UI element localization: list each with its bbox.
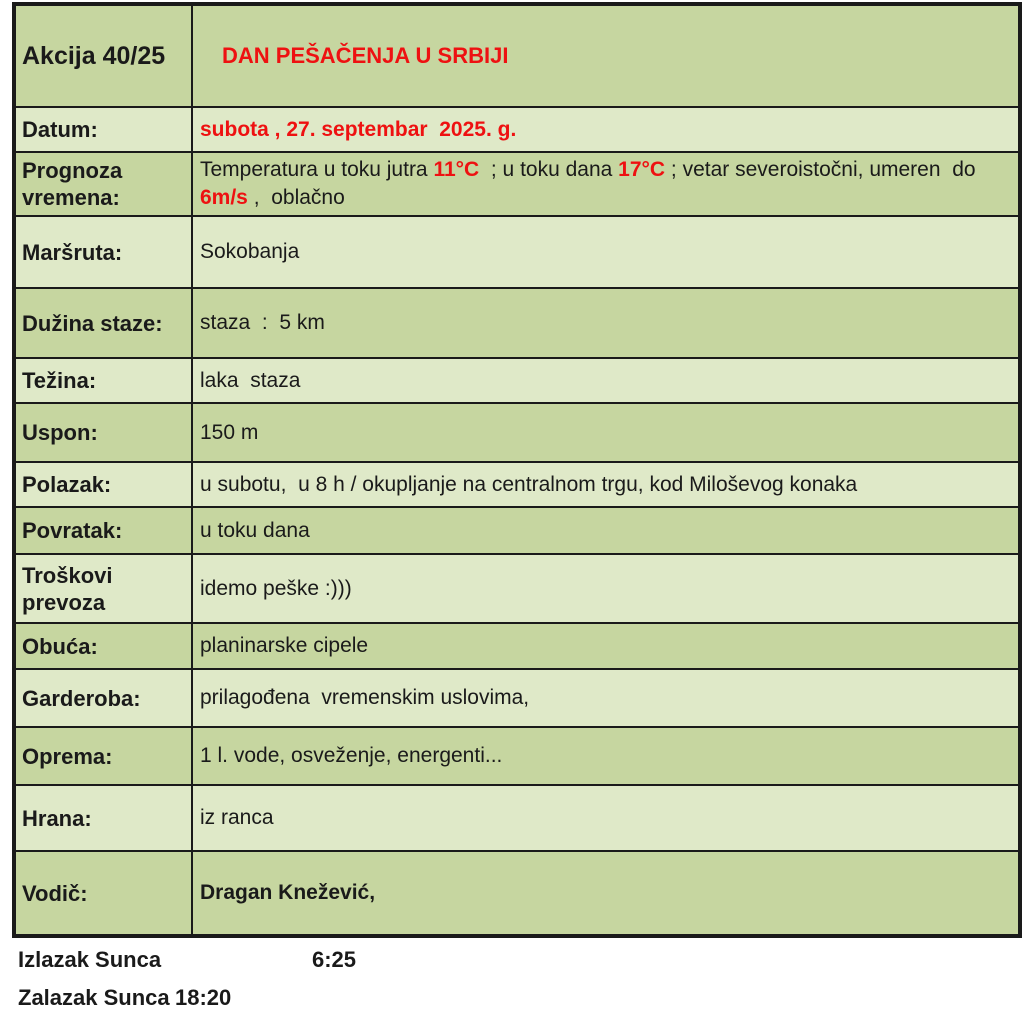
sunset-label: Zalazak Sunca bbox=[18, 985, 170, 1010]
row-prognoza bbox=[16, 153, 1018, 217]
wind-speed: 6m/s bbox=[200, 186, 248, 209]
guide-name: Dragan Knežević, bbox=[200, 881, 376, 904]
departure-info: u subotu, u 8 h / okupljanje na centralnom trgu, kod Miloševog konaka bbox=[200, 472, 858, 496]
row-duzina-staze-label: Dužina staze: bbox=[16, 289, 193, 357]
row-prognoza-label: Prognoza vremena: bbox=[16, 153, 193, 215]
row-uspon-value bbox=[193, 404, 1018, 461]
row-uspon-label: Uspon: bbox=[16, 404, 193, 461]
row-obuca-value bbox=[193, 624, 1018, 668]
row-garderoba-label: Garderoba: bbox=[16, 670, 193, 726]
route: Sokobanja bbox=[200, 240, 300, 263]
clothing: prilagođena vremenskim uslovima, bbox=[200, 686, 530, 709]
sun-times-footer bbox=[18, 944, 357, 1020]
row-tezina-value bbox=[193, 359, 1018, 402]
row-marsruta-label: Maršruta: bbox=[16, 217, 193, 287]
return-info: u toku dana bbox=[200, 518, 310, 542]
row-vodic-value bbox=[193, 852, 1018, 934]
row-tezina-label: Težina: bbox=[16, 359, 193, 402]
row-marsruta bbox=[16, 217, 1018, 289]
row-tezina bbox=[16, 359, 1018, 404]
row-povratak-label: Povratak: bbox=[16, 508, 193, 553]
row-polazak-label: Polazak: bbox=[16, 463, 193, 506]
sunset-line bbox=[18, 982, 232, 1020]
row-garderoba bbox=[16, 670, 1018, 728]
row-garderoba-value bbox=[193, 670, 1018, 726]
food: iz ranca bbox=[200, 806, 274, 829]
row-prognoza-value bbox=[193, 153, 1018, 215]
trail-length: staza : 5 km bbox=[200, 311, 325, 334]
row-datum bbox=[16, 108, 1018, 153]
hike-announcement-table bbox=[12, 2, 1022, 938]
row-troskovi-prevoza-value bbox=[193, 555, 1018, 622]
row-hrana-label: Hrana: bbox=[16, 786, 193, 850]
row-oprema-label: Oprema: bbox=[16, 728, 193, 784]
row-oprema-value bbox=[193, 728, 1018, 784]
event-title: DAN PEŠAČENJA U SRBIJI bbox=[222, 43, 509, 68]
row-polazak-value bbox=[193, 463, 1018, 506]
row-polazak bbox=[16, 463, 1018, 508]
row-hrana-value bbox=[193, 786, 1018, 850]
row-obuca-label: Obuća: bbox=[16, 624, 193, 668]
row-troskovi-prevoza bbox=[16, 555, 1018, 624]
row-troskovi-prevoza-label: Troškovi prevoza bbox=[16, 555, 193, 622]
row-akcija-value bbox=[193, 6, 1018, 106]
sunrise-line bbox=[18, 944, 357, 982]
difficulty: laka staza bbox=[200, 368, 301, 392]
event-date: subota , 27. septembar 2025. g. bbox=[200, 117, 517, 141]
sunrise-label: Izlazak Sunca bbox=[18, 947, 162, 972]
row-akcija-label bbox=[16, 6, 193, 106]
row-duzina-staze-value bbox=[193, 289, 1018, 357]
transport-cost: idemo peške :))) bbox=[200, 576, 352, 600]
day-temperature: 17°C bbox=[618, 158, 666, 181]
row-vodic bbox=[16, 852, 1018, 934]
row-marsruta-value bbox=[193, 217, 1018, 287]
action-number: Akcija 40/25 bbox=[22, 41, 166, 70]
row-datum-label: Datum: bbox=[16, 108, 193, 151]
row-vodic-label: Vodič: bbox=[16, 852, 193, 934]
sunrise-time: 6:25 bbox=[312, 947, 357, 972]
row-oprema bbox=[16, 728, 1018, 786]
row-akcija bbox=[16, 6, 1018, 108]
ascent: 150 m bbox=[200, 420, 259, 444]
row-obuca bbox=[16, 624, 1018, 670]
row-duzina-staze bbox=[16, 289, 1018, 359]
row-hrana bbox=[16, 786, 1018, 852]
sunset-time: 18:20 bbox=[175, 985, 232, 1010]
morning-temperature: 11°C bbox=[433, 158, 480, 181]
row-povratak bbox=[16, 508, 1018, 555]
equipment: 1 l. vode, osveženje, energenti... bbox=[200, 744, 503, 767]
footwear: planinarske cipele bbox=[200, 634, 369, 657]
row-uspon bbox=[16, 404, 1018, 463]
weather-forecast: Temperatura u toku jutra 11°C ; u toku dana 17°C ; vetar severoistočni, umeren do 6m/s , oblačno bbox=[200, 158, 976, 209]
row-povratak-value bbox=[193, 508, 1018, 553]
row-datum-value bbox=[193, 108, 1018, 151]
